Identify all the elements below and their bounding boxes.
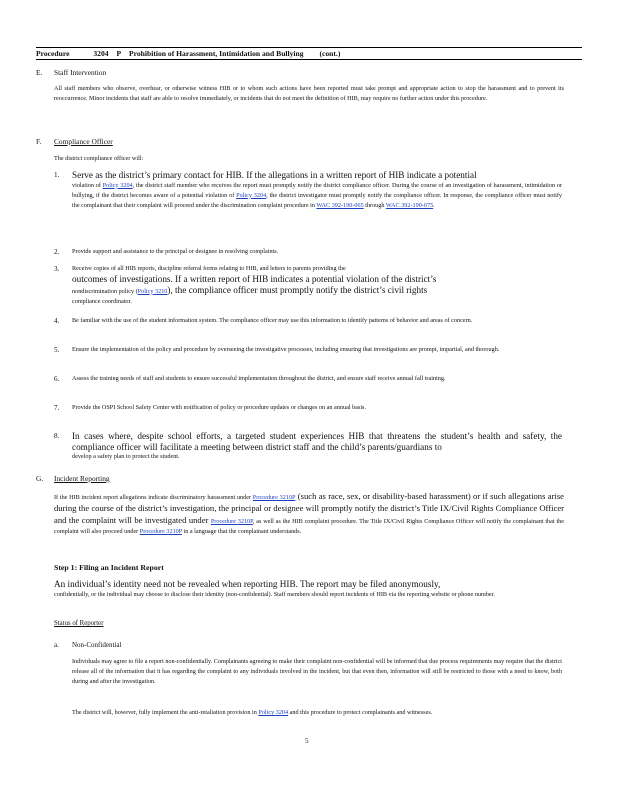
item-text: , the district staff member who receives the report must promptly notify the district compliance officer. During the course of an investigation of harassment, intimidation or bullying, if the district becomes aware of a potential violation of [72,181,562,199]
section-e-title: Staff Intervention [54,68,107,77]
section-g-paragraph [54,491,564,537]
policy-3204-link[interactable]: Policy 3204 [236,191,267,199]
paragraph-emphasis: An individual’s identity need not be revealed when reporting HIB. The report may be filed anonymously, [54,579,441,589]
paragraph-text: in a language that the complainant understands. [181,528,302,535]
item-number: 8. [54,432,60,440]
section-f-letter: F. [36,137,42,146]
header-title: Prohibition of Harassment, Intimidation and Bullying [129,49,304,58]
status-of-reporter-heading: Status of Reporter [54,620,104,627]
section-g-title: Incident Reporting [54,474,110,483]
section-f-intro: The district compliance officer will: [54,155,144,162]
wac-065-link[interactable]: WAC 392-190-065 [316,201,364,209]
paragraph-text: If the HIB incident report allegations indicate discriminatory harassment under [54,494,253,501]
item-number: 5. [54,346,60,354]
page-number: 5 [305,737,309,745]
sub-item-letter: a. [54,641,59,649]
header-procedure: Procedure [36,49,70,58]
section-f-title: Compliance Officer [54,137,113,146]
list-item: Provide support and assistance to the principal or designee in resolving complaints. [72,248,279,255]
policy-3204-link[interactable]: Policy 3204 [258,709,289,716]
item-3-emphasis: ), the compliance officer must promptly notify the district’s civil rights [167,284,428,295]
item-3-emphasis: outcomes of investigations. If a written report of HIB indicates a potential violation of the district’s [72,274,437,284]
non-confidential-heading: Non-Confidential [72,641,122,649]
paragraph-text: , as well as the HIB complaint procedure. The Title IX/Civil Rights Compliance Officer will notify the complainant that the complaint will also proceed under [54,518,565,535]
procedure-3210p-link[interactable]: Procedure 3210P [252,494,296,501]
item-number: 3. [54,265,60,273]
list-item: Assess the training needs of staff and students to ensure successful implementation throughout the district, and ensure staff receive annual fall training. [72,375,446,382]
item-1-emphasis: Serve as the district’s primary contact for HIB. If the allegations in a written report of HIB indicate a potential [72,170,477,180]
wac-075-link[interactable]: WAC 392-190-075 [385,201,434,209]
paragraph-text: The district will, however, fully implement the anti-retaliation provision in [72,709,259,716]
procedure-3210p-link[interactable]: Procedure 3210P [210,518,253,525]
policy-3210-link[interactable]: Policy 3210 [137,287,168,295]
list-item [72,431,562,462]
item-text: nondiscrimination policy ( [72,287,138,295]
header-p: P [116,49,122,58]
non-confidential-text: Individuals may agree to file a report non-confidentially. Complainants agreeing to make their complaint non-confidential will be informed that due process requirements may require that the district release all of the information that it has regarding the complaint to any individuals involved in the incident, but that even then, information will still be restricted to those with a need to know, both during and after the investigation. [72,658,562,685]
section-g-letter: G. [36,474,44,483]
list-item: Be familiar with the use of the student information system. The compliance officer may use this information to identify patterns of behavior and areas of concern. [72,317,473,324]
item-text: . [433,201,435,209]
step-1-heading: Step 1: Filing an Incident Report [54,563,164,572]
list-item: Ensure the implementation of the policy and procedure by overseeing the investigative processes, including ensuring that investigations are prompt, impartial, and thorough. [72,346,500,353]
header-number: 3204 [93,49,109,58]
procedure-3210p-link[interactable]: Procedure 3210P [139,528,182,535]
section-e-text: All staff members who observe, overhear, or otherwise witness HIB or to whom such actions have been reported must take prompt and appropriate action to stop the harassment and to prevent its reoccurrence. Minor incidents that staff are able to resolve immediately, or incidents that do not meet the definition of HIB, may require no further action under this procedure. [54,85,564,102]
item-number: 7. [54,404,60,412]
item-number: 4. [54,317,60,325]
item-text: violation of [72,181,103,189]
header-cont: (cont.) [319,49,341,58]
step-1-paragraph [54,579,564,600]
anti-retaliation-text [72,708,562,718]
paragraph-emphasis: (such as race, sex, or disability-based harassment) or if such allegations arise during the course of the district’s investigation, the principal or designee will promptly notify the district’s Title IX/Civil Rights Compliance Officer and the complaint will be investigated under [54,491,564,525]
item-8-emphasis: In cases where, despite school efforts, a targeted student experiences HIB that threatens the student’s health and safety, the compliance officer will facilitate a meeting between district staff and the child’s parents/guardians to [72,431,562,452]
page-header [36,47,582,60]
item-number: 2. [54,248,60,256]
item-text: through [363,201,386,209]
paragraph-text: confidentially, or the individual may choose to disclose their identity (non-confidential). Staff members should report incidents of HIB via the reporting website or phone number. [54,590,495,598]
list-item [72,170,562,211]
list-item: Provide the OSPI School Safety Center with notification of policy or procedure updates or changes on an annual basis. [72,404,367,411]
list-item [72,264,562,307]
item-text: Receive copies of all HIB reports, discipline referral forms relating to HIB, and letters to parents providing the [72,265,346,272]
section-e-letter: E. [36,68,43,77]
item-text: , the district investigator must promptly notify the compliance officer. In response, the compliance officer must notify the complainant that their complaint will proceed under the discrimination complaint procedure in [72,191,562,209]
item-text: compliance coordinator. [72,297,132,305]
item-text: develop a safety plan to protect the student. [72,453,180,460]
item-number: 6. [54,375,60,383]
paragraph-text: and this procedure to protect complainants and witnesses. [288,709,433,716]
policy-3204-link[interactable]: Policy 3204 [102,181,133,189]
item-number: 1. [54,171,60,179]
